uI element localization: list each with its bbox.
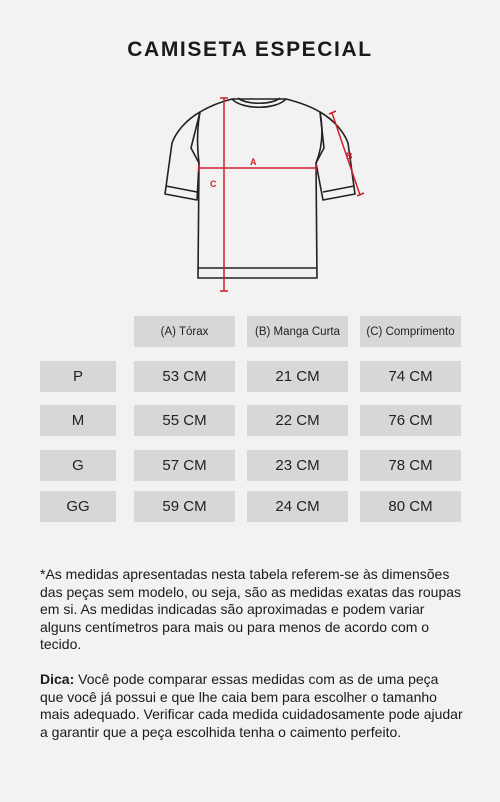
table-cell-p-manga: 21 CM	[247, 361, 348, 392]
size-label-p: P	[40, 361, 116, 392]
size-label-gg: GG	[40, 491, 116, 522]
column-header-manga: (B) Manga Curta	[247, 316, 348, 347]
label-c: C	[210, 179, 217, 189]
label-b: B	[346, 151, 353, 161]
table-cell-gg-manga: 24 CM	[247, 491, 348, 522]
measurement-note: *As medidas apresentadas nesta tabela referem-se às dimensões das peças sem modelo, ou seja, são as medidas exatas das roupas em si. As medidas indicadas são aproximadas e podem variar alguns centímetros para mais ou para menos de acordo com o tecido.	[40, 566, 462, 653]
table-cell-m-manga: 22 CM	[247, 405, 348, 436]
page-title: CAMISETA ESPECIAL	[127, 38, 373, 61]
table-cell-m-torax: 55 CM	[134, 405, 235, 436]
label-a: A	[250, 157, 257, 167]
tshirt-outline	[165, 98, 355, 278]
table-cell-p-comprimento: 74 CM	[360, 361, 461, 392]
table-cell-m-comprimento: 76 CM	[360, 405, 461, 436]
table-cell-g-torax: 57 CM	[134, 450, 235, 481]
tip-text: Você pode comparar essas medidas com as de uma peça que você já possui e que lhe caia bem para escolher o tamanho mais adequado. Verificar cada medida cuidadosamente pode ajudar a garantir que a peça escolhida tenha o caimento perfeito.	[40, 671, 463, 740]
table-cell-gg-torax: 59 CM	[134, 491, 235, 522]
table-cell-gg-comprimento: 80 CM	[360, 491, 461, 522]
tip-paragraph	[40, 671, 465, 741]
column-header-torax: (A) Tórax	[134, 316, 235, 347]
size-label-g: G	[40, 450, 116, 481]
table-cell-g-comprimento: 78 CM	[360, 450, 461, 481]
size-label-m: M	[40, 405, 116, 436]
tshirt-measurement-diagram	[150, 88, 370, 298]
table-cell-g-manga: 23 CM	[247, 450, 348, 481]
table-cell-p-torax: 53 CM	[134, 361, 235, 392]
tip-label: Dica:	[40, 671, 75, 687]
column-header-comprimento: (C) Comprimento	[360, 316, 461, 347]
